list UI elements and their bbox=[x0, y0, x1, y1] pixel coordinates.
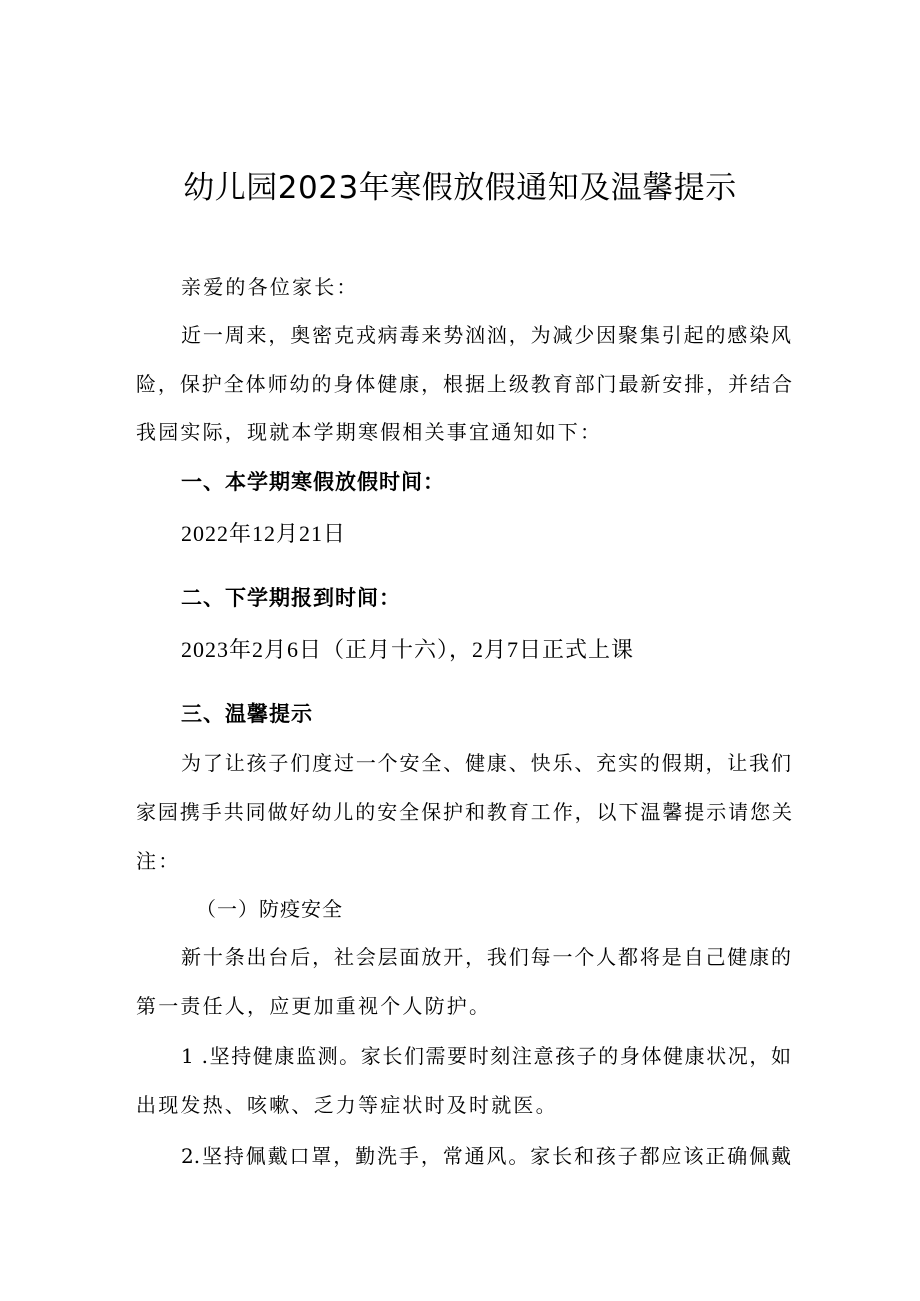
section-heading-2: 二、下学期报到时间： bbox=[181, 586, 401, 610]
section-heading-1: 一、本学期寒假放假时间： bbox=[181, 470, 445, 494]
intro-line-1: 近一周来，奥密克戎病毒来势汹汹，为减少因聚集引起的感染风 bbox=[181, 323, 791, 347]
item-1-line-2: 出现发热、咳嗽、乏力等症状时及时就医。 bbox=[136, 1093, 558, 1117]
document-title: 幼儿园2023年寒假放假通知及温馨提示 bbox=[183, 170, 737, 206]
tips-paragraph-line-3: 注： bbox=[136, 849, 181, 873]
greeting: 亲爱的各位家长： bbox=[181, 275, 359, 299]
tips-paragraph-line-1: 为了让孩子们度过一个安全、健康、快乐、充实的假期，让我们 bbox=[181, 751, 791, 775]
section-heading-3: 三、温馨提示 bbox=[181, 702, 313, 726]
section-2-date: 2023年2月6日（正月十六），2月7日正式上课 bbox=[181, 637, 635, 662]
subheading-epidemic-safety: （一）防疫安全 bbox=[196, 897, 343, 921]
intro-line-3: 我园实际，现就本学期寒假相关事宜通知如下： bbox=[136, 420, 603, 444]
section-1-date: 2022年12月21日 bbox=[181, 521, 347, 546]
tips-paragraph-line-2: 家园携手共同做好幼儿的安全保护和教育工作，以下温馨提示请您关 bbox=[136, 800, 792, 824]
item-2-line-1: 2.坚持佩戴口罩，勤洗手，常通风。家长和孩子都应该正确佩戴 bbox=[181, 1144, 791, 1168]
intro-line-2: 险，保护全体师幼的身体健康，根据上级教育部门最新安排，并结合 bbox=[136, 372, 792, 396]
item-1-line-1: 1 .坚持健康监测。家长们需要时刻注意孩子的身体健康状况，如 bbox=[181, 1044, 791, 1068]
epidemic-paragraph-line-2: 第一责任人，应更加重视个人防护。 bbox=[136, 994, 492, 1018]
epidemic-paragraph-line-1: 新十条出台后，社会层面放开，我们每一个人都将是自己健康的 bbox=[181, 945, 791, 969]
